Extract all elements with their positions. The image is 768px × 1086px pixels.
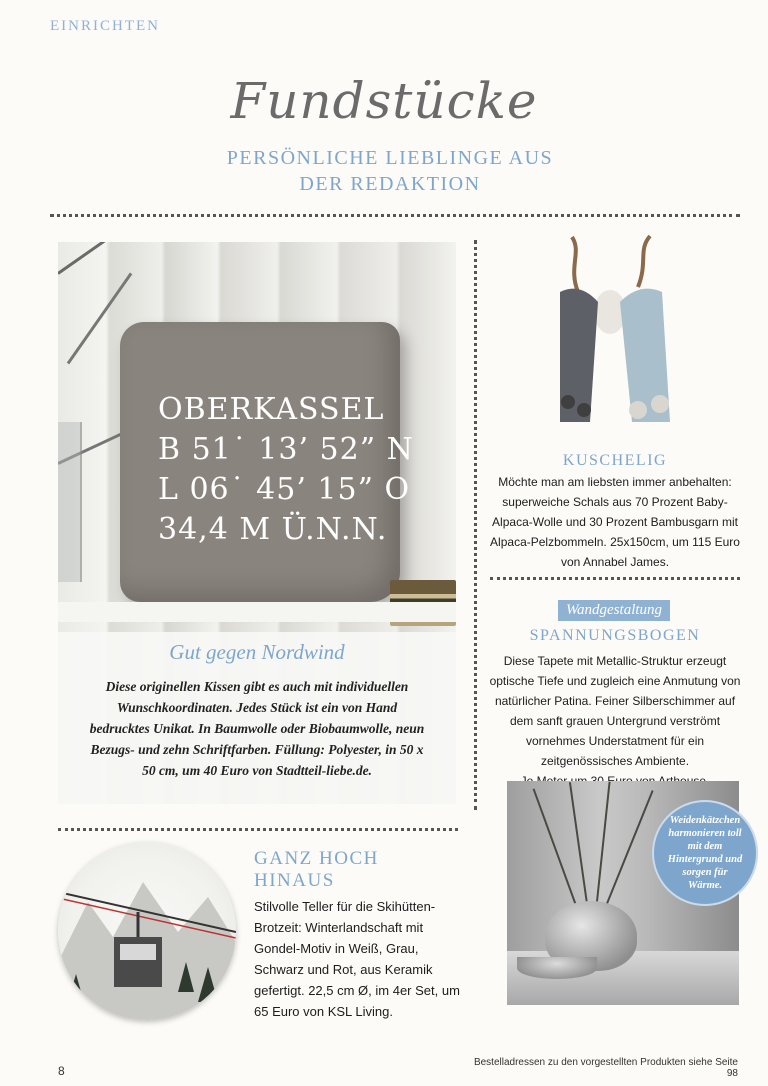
scarves-heading: KUSCHELIG [562,452,668,469]
gondola-window [120,944,156,960]
willow-badge [652,800,758,906]
pillow-photo [58,242,456,804]
section-tag: EINRICHTEN [50,18,160,34]
willow-twig [595,782,611,911]
badge-text: Weidenkätzchen harmonieren toll mit dem Hintergrund und sorgen für Wärme. [667,815,743,891]
vertical-divider [474,240,477,810]
wallpaper-heading: SPANNUNGSBOGEN [529,627,701,644]
top-divider [50,214,740,217]
scarves-photo [520,232,720,452]
scarves-body: Möchte man am liebsten immer anbehalten: superweiche Schals aus 70 Prozent Baby-Alpaca-Wolle und 30 Prozent Bambusgarn mit Alpaca-Pelzbommeln. 25x150cm, um 115 Euro von Annabel James. [490,475,740,569]
subtitle-line-1: PERSÖNLICHE LIEBLINGE AUS [226,147,554,169]
plates-body: Stilvolle Teller für die Skihütten-Brotzeit: Winterlandschaft mit Gondel-Motiv in Weiß, Grau, Schwarz und Rot, aus Keramik gefertigt. 22,5 cm Ø, im 4er Set, um 65 Euro von KSL Living. [254,899,460,1019]
wallpaper-tag: Wandgestaltung [558,600,670,621]
pillow-print [158,390,414,550]
pillow-print-line: OBERKASSEL [158,392,385,427]
page-number: 8 [58,1064,65,1078]
antler [638,236,650,287]
antler [572,237,578,292]
page-subtitle [160,145,620,197]
bottom-divider [58,828,458,831]
willow-twig [603,790,654,911]
pillow-caption-title: Gut gegen Nordwind [169,640,345,664]
pompom [651,395,669,413]
wallpaper-body [484,651,746,791]
pompom [561,395,575,409]
branch-decoration [58,242,157,275]
glass-vase [58,422,82,582]
page-title: Fundstücke [230,72,538,130]
pompom [577,403,591,417]
gondola-plate [58,842,236,1020]
wallpaper-description: Diese Tapete mit Metallic-Struktur erzeugt optische Tiefe und zugleich eine Anmutung von natürlicher Patina. Feiner Silberschimmer auf dem sanft grauen Untergrund verströmt vornehmes Understatment für ein zeitgenössisches Ambiente. [489,654,741,768]
right-divider [490,577,740,580]
footer-note: Bestelladressen zu den vorgestellten Produkten siehe Seite 98 [473,1057,738,1079]
pillow-caption-body: Diese originellen Kissen gibt es auch mit individuellen Wunschkoordinaten. Jedes Stück ist ein von Hand bedrucktes Unikat. In Baumwolle oder Biobaumwolle, neun Bezugs- und zehn Schriftfarben. Füllung: Polyester, in 50 x 50 cm, um 40 Euro von Stadtteil-liebe.de. [89,679,425,778]
gondola-motif [58,842,236,1020]
subtitle-line-2: DER REDAKTION [299,173,481,195]
pillow-print-line: B 51˙ 13’ 52” N [158,432,414,467]
ledge [58,602,456,622]
plates-heading-line: HINAUS [254,870,335,891]
plates-heading-line: GANZ HOCH [254,848,379,869]
pillow-print-line: L 06˙ 45’ 15” O [158,472,411,507]
bowl [517,957,597,979]
plates-heading [254,848,379,892]
pillow-print-line: 34,4 M Ü.N.N. [158,512,388,547]
pompom [629,401,647,419]
